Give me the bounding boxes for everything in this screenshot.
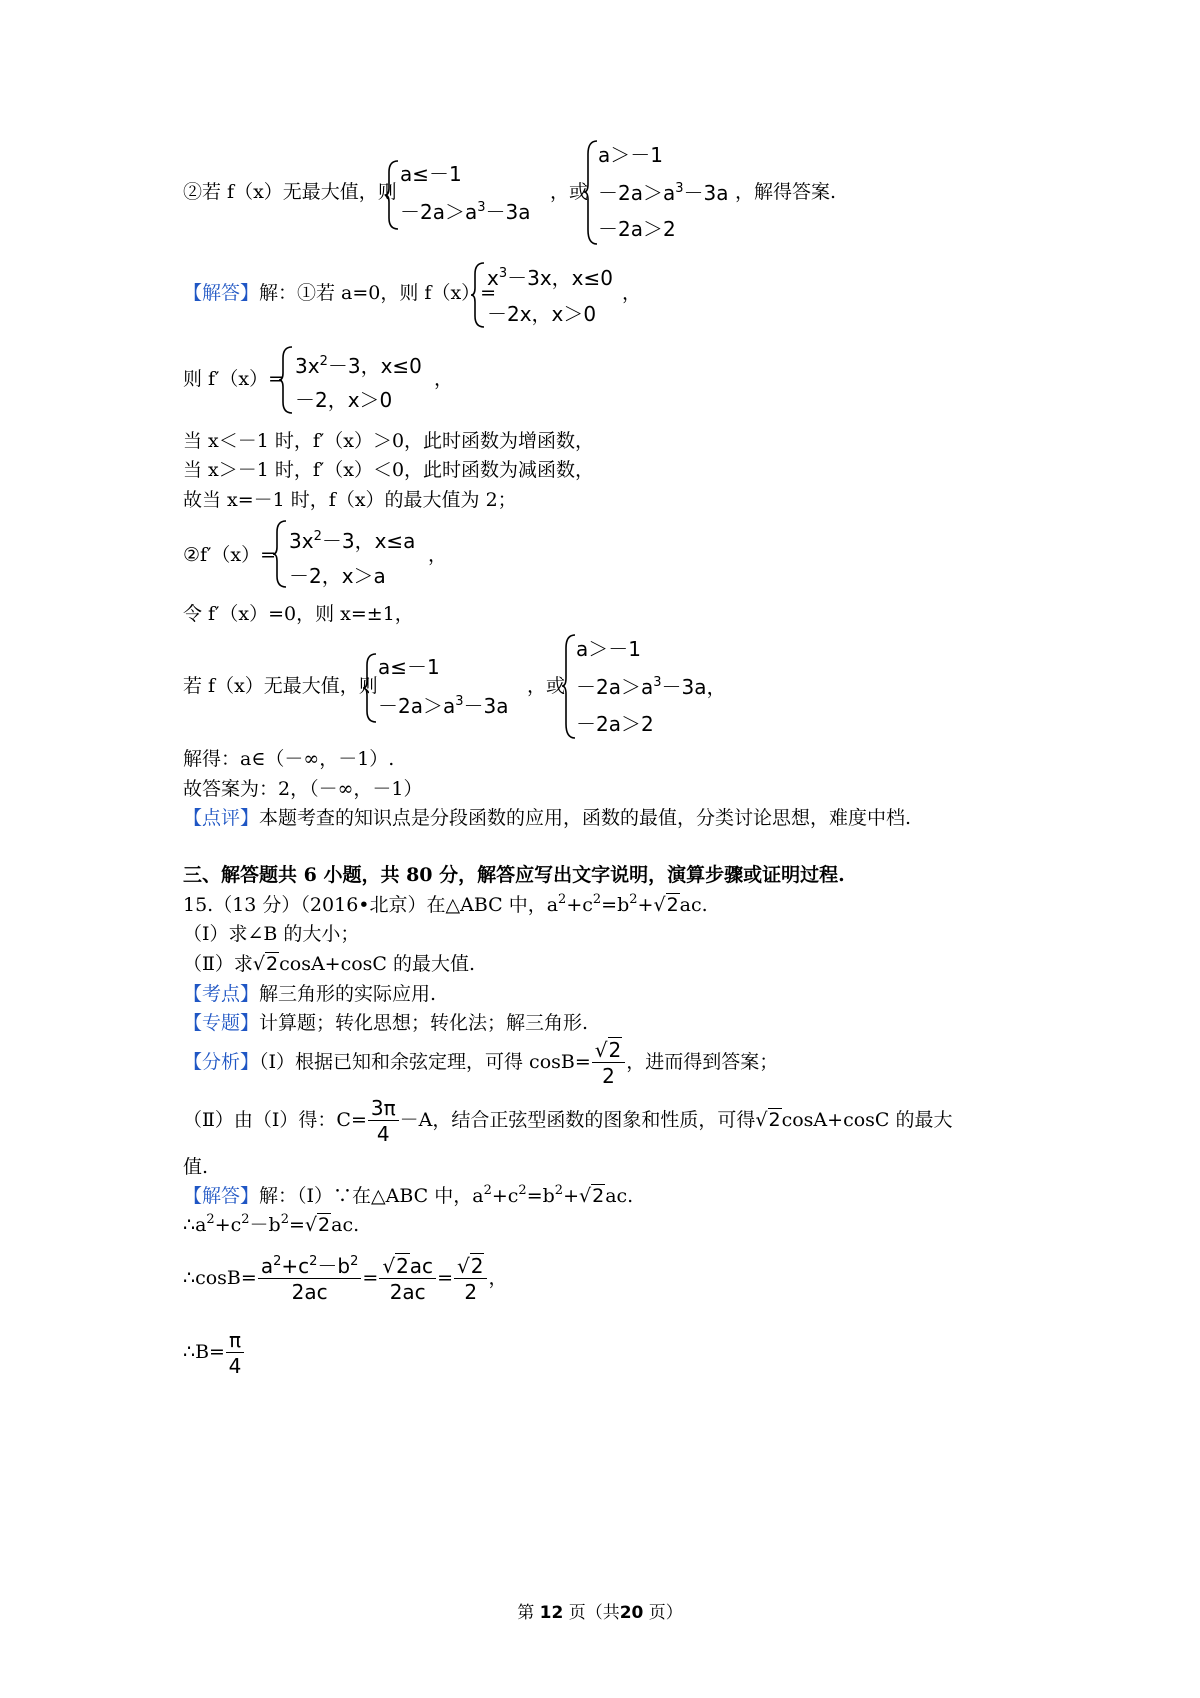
part2-block <box>0 520 1200 590</box>
case-b3: －2a＞2 <box>576 712 654 736</box>
left-brace-icon <box>470 262 486 328</box>
solution-2-line-2: $\therefore a^2+c^2-b^2=√2ac$. <box>183 1212 360 1236</box>
hint-line <box>0 140 1200 250</box>
q15-head: 15.（13 分）（2016•北京）在△ABC 中，$a^2+c^2=b^2+√2ac$. <box>183 892 708 916</box>
deriv-intro: 则 f′（x）= <box>183 368 285 390</box>
topic-line: 【专题】计算题；转化思想；转化法；解三角形. <box>183 1012 589 1034</box>
case-a1: a≤－1 <box>400 162 462 186</box>
b-value-line: ∴B= $\frac{\pi}{4}$ <box>183 1330 245 1376</box>
or-text: ，或 <box>527 675 566 697</box>
analysis-line-3: 值. <box>183 1156 209 1178</box>
solution-2-line-1: 【解答】解：（Ⅰ）∵在△ABC 中，$a^2+c^2=b^2+√2ac$. <box>183 1183 634 1207</box>
nomax-block <box>0 632 1200 742</box>
tag-topic: 【专题】 <box>183 1012 260 1034</box>
hint-intro: ②若 f（x）无最大值，则 <box>183 181 397 203</box>
case-a1: a≤－1 <box>378 655 440 679</box>
d-case-2: －2，x＞0 <box>295 388 393 412</box>
q15-part1: （Ⅰ）求∠B 的大小； <box>183 923 360 945</box>
solution-1 <box>0 262 1200 332</box>
derivative-block <box>0 346 1200 416</box>
page-footer: 第 12 页（共20 页） <box>517 1603 683 1623</box>
case-b1: a＞－1 <box>576 637 641 661</box>
left-brace-icon <box>362 653 378 723</box>
line-max: 故当 x=－1 时，f（x）的最大值为 2； <box>183 489 517 511</box>
fraction-sqrt2ac-over-2ac: $\frac{√2ac}{2ac}$ <box>379 1256 436 1302</box>
f-case-2: －2x，x＞0 <box>487 302 597 326</box>
sqrt-2: √2 <box>653 894 679 916</box>
hint-end: ，解得答案. <box>735 181 837 203</box>
tag-review: 【点评】 <box>183 807 260 829</box>
comma: ， <box>428 544 448 566</box>
page-number: 12 <box>539 1603 564 1623</box>
case-b3: －2a＞2 <box>598 217 676 241</box>
tag-solution: 【解答】 <box>183 1185 260 1207</box>
fraction-pi-over-4: $\frac{\pi}{4}$ <box>226 1330 244 1376</box>
left-brace-icon <box>272 520 288 588</box>
line-increasing: 当 x＜－1 时，f′（x）＞0，此时函数为增函数， <box>183 430 595 452</box>
comma: ， <box>434 368 454 390</box>
f-case-1: $x^3-3x$，x≤0 <box>487 266 614 290</box>
sqrt-2: √2 <box>755 1109 781 1131</box>
fraction-cosine-law: $\frac{a^2+c^2-b^2}{2ac}$ <box>258 1256 362 1302</box>
sqrt-2: √2 <box>252 953 279 975</box>
fraction-sqrt2-over-2: $\frac{√2}{2}$ <box>454 1256 487 1302</box>
tag-point: 【考点】 <box>183 983 260 1005</box>
solution-line: 【解答】解：①若 a=0，则 f（x）= <box>183 282 497 304</box>
review-line: 【点评】本题考查的知识点是分段函数的应用，函数的最值，分类讨论思想，难度中档. <box>183 807 912 829</box>
cosb-line: ∴cosB= $\frac{a^2+c^2-b^2}{2ac}$ = $\frac{√2ac}{2ac}$ = $\frac{√2}{2}$ ， <box>183 1254 508 1304</box>
left-brace-icon <box>384 160 400 230</box>
point-line: 【考点】解三角形的实际应用. <box>183 983 437 1005</box>
case-b2: $-2a>a^3-3a$ <box>598 181 729 205</box>
part2-intro: ②f′（x）= <box>183 544 277 566</box>
case-a2: $-2a>a^3-3a$ <box>400 200 531 224</box>
page-total: 20 <box>619 1603 644 1623</box>
or-text: ，或 <box>550 181 589 203</box>
fraction-3pi-over-4: $\frac{3\pi}{4}$ <box>368 1098 399 1144</box>
nomax-intro: 若 f（x）无最大值，则 <box>183 675 378 697</box>
case-b2: $-2a>a^3-3a$， <box>576 675 727 699</box>
p2-case-2: －2，x＞a <box>289 564 386 588</box>
section-title: 三、解答题共 6 小题，共 80 分，解答应写出文字说明，演算步骤或证明过程. <box>183 864 845 886</box>
q15-part2: （Ⅱ）求√2cosA+cosC 的最大值. <box>183 953 476 975</box>
case-a2: $-2a>a^3-3a$ <box>378 694 509 718</box>
left-brace-icon <box>583 140 599 245</box>
analysis-line-2: （Ⅱ）由（Ⅰ）得：C= $\frac{3\pi}{4}$ －A，结合正弦型函数的图象和性质，可得√2cosA+cosC 的最大 <box>183 1096 953 1146</box>
fraction-sqrt2-over-2: $\frac{√2}{2}$ <box>592 1040 625 1086</box>
line-answer: 故答案为：2，（－∞，－1） <box>183 778 423 800</box>
line-decreasing: 当 x＞－1 时，f′（x）＜0，此时函数为减函数， <box>183 459 595 481</box>
line-solve: 解得：a∈（－∞，－1）. <box>183 748 395 770</box>
analysis-line-1: 【分析】（Ⅰ）根据已知和余弦定理，可得 cosB= $\frac{√2}{2}$ ，进而得到答案； <box>183 1038 779 1088</box>
line-zero: 令 f′（x）=0，则 x=±1， <box>183 603 414 625</box>
left-brace-icon <box>278 346 294 414</box>
p2-case-1: $3x^2-3$，x≤a <box>289 529 416 553</box>
d-case-1: $3x^2-3$，x≤0 <box>295 354 422 378</box>
tag-solution: 【解答】 <box>183 282 260 304</box>
comma: ， <box>622 282 642 304</box>
case-b1: a＞－1 <box>598 143 663 167</box>
left-brace-icon <box>561 634 577 739</box>
tag-analysis: 【分析】 <box>183 1051 260 1073</box>
